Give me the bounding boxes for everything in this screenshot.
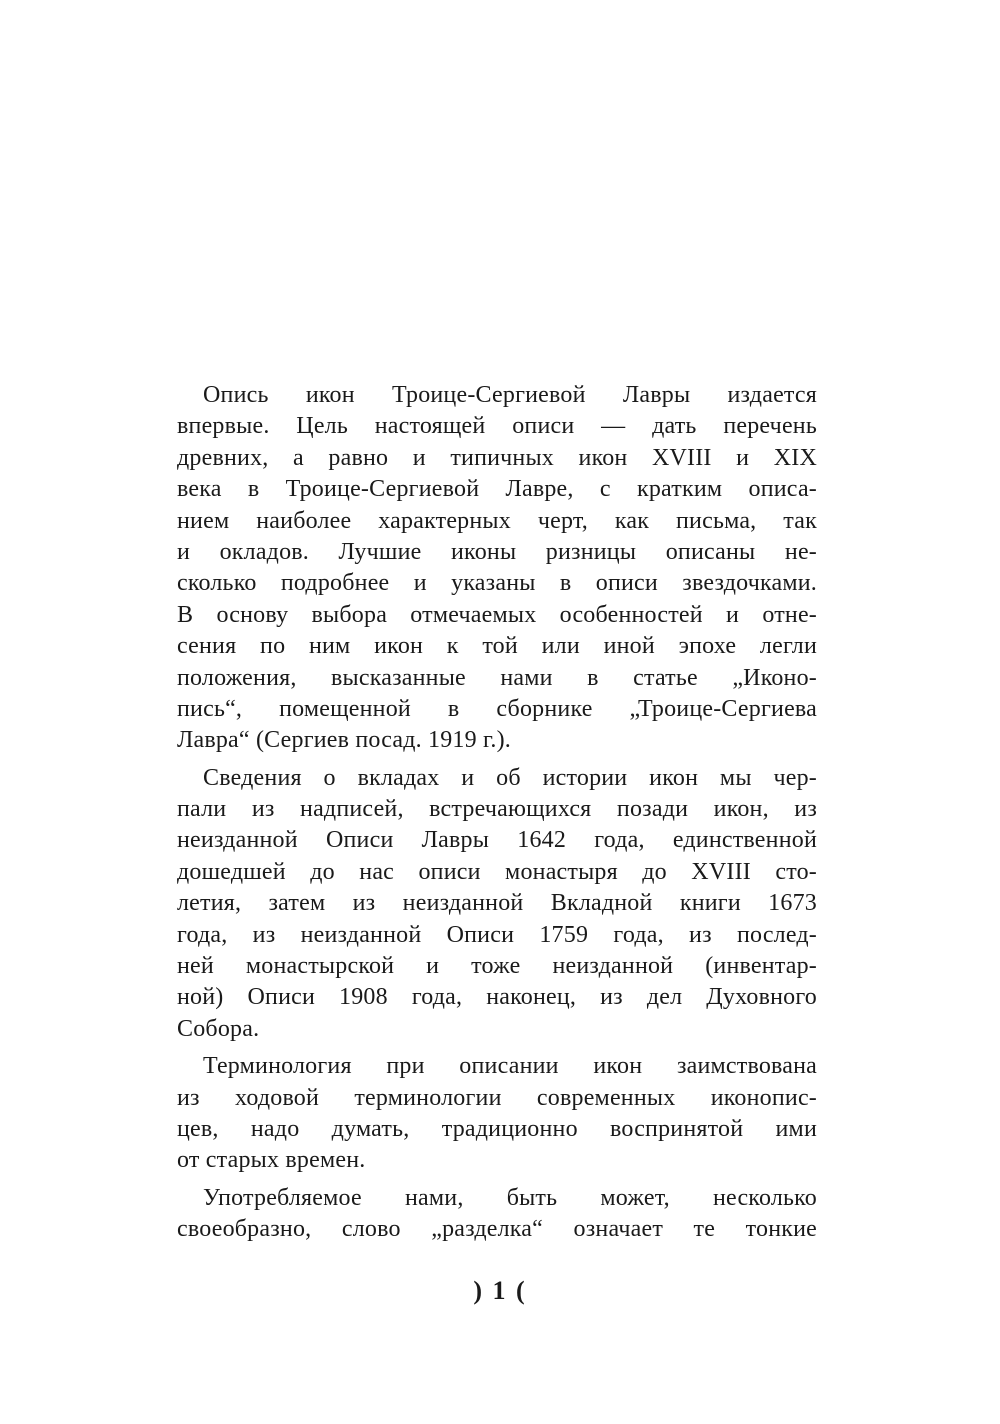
text-line: Терминология при описании икон заимствована xyxy=(203,1053,817,1080)
text-line: впервые. Цель настоящей описи — дать перечень xyxy=(177,413,817,440)
text-line: Опись икон Троице-Сергиевой Лавры издается xyxy=(203,382,817,408)
text-line: неизданной Описи Лавры 1642 года, единственной xyxy=(177,827,817,854)
text-line: древних, а равно и типичных икон XVIII и XIX xyxy=(177,444,817,471)
text-line: Собора. xyxy=(177,1015,260,1042)
text-line: положения, высказанные нами в статье „Иконо- xyxy=(177,664,817,691)
paragraph-1 xyxy=(177,380,817,757)
paragraph-4 xyxy=(177,1183,817,1246)
text-line: Лавра“ (Сергиев посад. 1919 г.). xyxy=(177,727,511,754)
text-line: Сведения о вкладах и об истории икон мы чер- xyxy=(203,764,817,791)
text-line: Употребляемое нами, быть может, несколько xyxy=(203,1184,817,1211)
text-line: пись“, помещенной в сборнике „Троице-Сергиева xyxy=(177,695,817,722)
text-line: своеобразно, слово „разделка“ означает те тонкие xyxy=(177,1216,817,1243)
text-line: сколько подробнее и указаны в описи звездочками. xyxy=(177,570,817,597)
text-line: ной) Описи 1908 года, наконец, из дел Духовного xyxy=(177,984,817,1011)
text-line: дошедшей до нас описи монастыря до XVIII сто- xyxy=(177,858,817,885)
text-line: века в Троице-Сергиевой Лавре, с кратким описа- xyxy=(177,476,817,503)
text-line: года, из неизданной Описи 1759 года, из послед- xyxy=(177,921,817,948)
text-line: от старых времен. xyxy=(177,1147,366,1174)
text-line: нием наиболее характерных черт, как письма, так xyxy=(177,507,817,534)
text-line: из ходовой терминологии современных иконопис- xyxy=(177,1084,817,1111)
text-line: летия, затем из неизданной Вкладной книги 1673 xyxy=(177,890,817,917)
main-text xyxy=(177,380,817,1252)
page-number: ) 1 ( xyxy=(473,1276,527,1305)
text-line: и окладов. Лучшие иконы ризницы описаны не- xyxy=(177,538,817,565)
text-line: цев, надо думать, традиционно воспринятой ими xyxy=(177,1115,817,1142)
text-line: В основу выбора отмечаемых особенностей и отне- xyxy=(177,601,817,628)
paragraph-3 xyxy=(177,1051,817,1177)
text-line: ней монастырской и тоже неизданной (инвентар- xyxy=(177,953,817,980)
text-line: сения по ним икон к той или иной эпохе легли xyxy=(177,633,817,660)
paragraph-2 xyxy=(177,763,817,1046)
text-line: пали из надписей, встречающихся позади икон, из xyxy=(177,796,817,823)
